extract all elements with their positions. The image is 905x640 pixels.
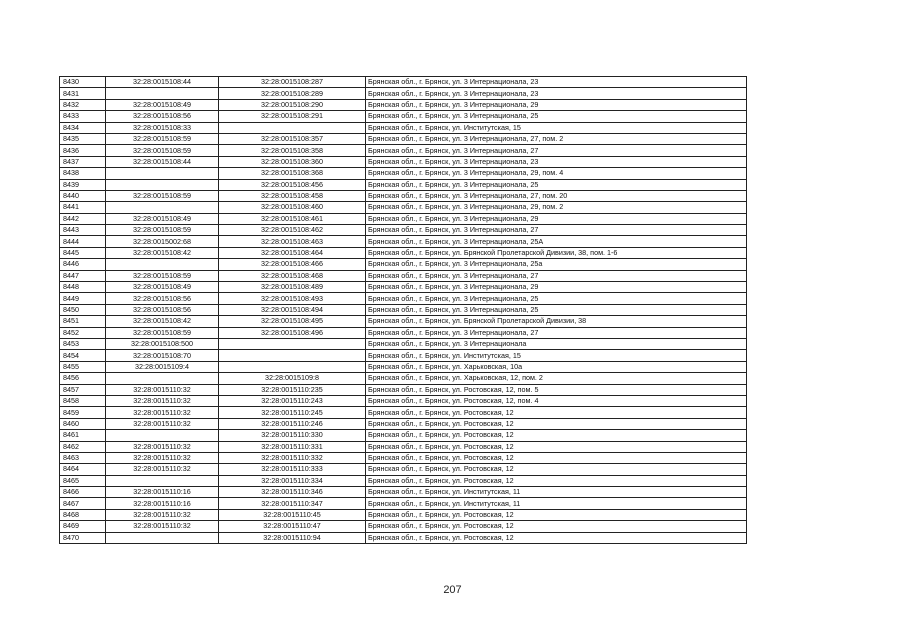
row-number-cell: 8445 bbox=[60, 247, 106, 258]
cadastral-number-cell: 32:28:0015108:462 bbox=[219, 225, 366, 236]
row-number-cell: 8461 bbox=[60, 430, 106, 441]
row-number-cell: 8448 bbox=[60, 282, 106, 293]
address-cell: Брянская обл., г. Брянск, ул. 3 Интернационала, 25 bbox=[366, 111, 747, 122]
table-row bbox=[60, 509, 747, 520]
address-cell: Брянская обл., г. Брянск, ул. 3 Интернационала, 25а bbox=[366, 259, 747, 270]
row-number-cell: 8433 bbox=[60, 111, 106, 122]
cadastral-number-cell: 32:28:0015108:290 bbox=[219, 99, 366, 110]
row-number-cell: 8444 bbox=[60, 236, 106, 247]
address-cell: Брянская обл., г. Брянск, ул. 3 Интернационала, 29 bbox=[366, 282, 747, 293]
address-cell: Брянская обл., г. Брянск, ул. 3 Интернационала bbox=[366, 338, 747, 349]
cadastral-number-cell: 32:28:0015108:458 bbox=[219, 190, 366, 201]
address-cell: Брянская обл., г. Брянск, ул. Харьковская, 12, пом. 2 bbox=[366, 373, 747, 384]
cadastral-number-cell: 32:28:0015108:289 bbox=[219, 88, 366, 99]
parent-cadastral-number-cell: 32:28:0015002:68 bbox=[106, 236, 219, 247]
table-row bbox=[60, 498, 747, 509]
parent-cadastral-number-cell: 32:28:0015108:56 bbox=[106, 293, 219, 304]
table-row bbox=[60, 190, 747, 201]
cadastral-number-cell: 32:28:0015108:291 bbox=[219, 111, 366, 122]
row-number-cell: 8438 bbox=[60, 168, 106, 179]
parent-cadastral-number-cell: 32:28:0015108:49 bbox=[106, 213, 219, 224]
parent-cadastral-number-cell: 32:28:0015108:49 bbox=[106, 282, 219, 293]
parent-cadastral-number-cell: 32:28:0015108:500 bbox=[106, 338, 219, 349]
row-number-cell: 8468 bbox=[60, 509, 106, 520]
registry-table-body bbox=[60, 77, 747, 544]
table-row bbox=[60, 122, 747, 133]
row-number-cell: 8439 bbox=[60, 179, 106, 190]
parent-cadastral-number-cell bbox=[106, 475, 219, 486]
parent-cadastral-number-cell: 32:28:0015108:49 bbox=[106, 99, 219, 110]
row-number-cell: 8458 bbox=[60, 395, 106, 406]
table-row bbox=[60, 145, 747, 156]
address-cell: Брянская обл., г. Брянск, ул. Харьковская, 10а bbox=[366, 361, 747, 372]
address-cell: Брянская обл., г. Брянск, ул. 3 Интернационала, 27 bbox=[366, 145, 747, 156]
row-number-cell: 8446 bbox=[60, 259, 106, 270]
row-number-cell: 8447 bbox=[60, 270, 106, 281]
row-number-cell: 8464 bbox=[60, 464, 106, 475]
address-cell: Брянская обл., г. Брянск, ул. Брянской Пролетарской Дивизии, 38, пом. 1-6 bbox=[366, 247, 747, 258]
address-cell: Брянская обл., г. Брянск, ул. 3 Интернационала, 27 bbox=[366, 270, 747, 281]
address-cell: Брянская обл., г. Брянск, ул. Институтская, 15 bbox=[366, 350, 747, 361]
cadastral-number-cell: 32:28:0015108:495 bbox=[219, 316, 366, 327]
parent-cadastral-number-cell: 32:28:0015110:16 bbox=[106, 498, 219, 509]
table-row bbox=[60, 452, 747, 463]
address-cell: Брянская обл., г. Брянск, ул. Ростовская, 12 bbox=[366, 452, 747, 463]
parent-cadastral-number-cell: 32:28:0015108:56 bbox=[106, 111, 219, 122]
address-cell: Брянская обл., г. Брянск, ул. Ростовская, 12, пом. 4 bbox=[366, 395, 747, 406]
address-cell: Брянская обл., г. Брянск, ул. Брянской Пролетарской Дивизии, 38 bbox=[366, 316, 747, 327]
table-row bbox=[60, 384, 747, 395]
row-number-cell: 8430 bbox=[60, 77, 106, 88]
cadastral-number-cell: 32:28:0015108:460 bbox=[219, 202, 366, 213]
table-row bbox=[60, 361, 747, 372]
table-row bbox=[60, 338, 747, 349]
parent-cadastral-number-cell bbox=[106, 373, 219, 384]
cadastral-number-cell: 32:28:0015110:333 bbox=[219, 464, 366, 475]
table-row bbox=[60, 236, 747, 247]
table-row bbox=[60, 179, 747, 190]
cadastral-number-cell: 32:28:0015108:496 bbox=[219, 327, 366, 338]
address-cell: Брянская обл., г. Брянск, ул. Ростовская, 12 bbox=[366, 521, 747, 532]
table-row bbox=[60, 270, 747, 281]
row-number-cell: 8432 bbox=[60, 99, 106, 110]
table-row bbox=[60, 316, 747, 327]
cadastral-number-cell: 32:28:0015109:8 bbox=[219, 373, 366, 384]
cadastral-number-cell: 32:28:0015110:332 bbox=[219, 452, 366, 463]
parent-cadastral-number-cell: 32:28:0015108:44 bbox=[106, 77, 219, 88]
parent-cadastral-number-cell bbox=[106, 202, 219, 213]
cadastral-number-cell: 32:28:0015110:347 bbox=[219, 498, 366, 509]
table-row bbox=[60, 532, 747, 543]
table-row bbox=[60, 407, 747, 418]
address-cell: Брянская обл., г. Брянск, ул. 3 Интернационала, 27, пом. 2 bbox=[366, 133, 747, 144]
cadastral-number-cell: 32:28:0015110:334 bbox=[219, 475, 366, 486]
address-cell: Брянская обл., г. Брянск, ул. Ростовская, 12 bbox=[366, 441, 747, 452]
cadastral-number-cell: 32:28:0015108:461 bbox=[219, 213, 366, 224]
row-number-cell: 8443 bbox=[60, 225, 106, 236]
address-cell: Брянская обл., г. Брянск, ул. Ростовская, 12 bbox=[366, 430, 747, 441]
row-number-cell: 8455 bbox=[60, 361, 106, 372]
table-row bbox=[60, 99, 747, 110]
parent-cadastral-number-cell bbox=[106, 259, 219, 270]
cadastral-number-cell: 32:28:0015108:466 bbox=[219, 259, 366, 270]
table-row bbox=[60, 259, 747, 270]
address-cell: Брянская обл., г. Брянск, ул. 3 Интернационала, 23 bbox=[366, 88, 747, 99]
address-cell: Брянская обл., г. Брянск, ул. 3 Интернационала, 29 bbox=[366, 99, 747, 110]
row-number-cell: 8431 bbox=[60, 88, 106, 99]
cadastral-number-cell: 32:28:0015108:360 bbox=[219, 156, 366, 167]
cadastral-number-cell: 32:28:0015110:245 bbox=[219, 407, 366, 418]
row-number-cell: 8467 bbox=[60, 498, 106, 509]
parent-cadastral-number-cell: 32:28:0015110:32 bbox=[106, 509, 219, 520]
parent-cadastral-number-cell: 32:28:0015108:33 bbox=[106, 122, 219, 133]
parent-cadastral-number-cell: 32:28:0015110:32 bbox=[106, 418, 219, 429]
cadastral-number-cell: 32:28:0015108:464 bbox=[219, 247, 366, 258]
cadastral-number-cell: 32:28:0015110:331 bbox=[219, 441, 366, 452]
address-cell: Брянская обл., г. Брянск, ул. Ростовская, 12 bbox=[366, 418, 747, 429]
parent-cadastral-number-cell: 32:28:0015110:32 bbox=[106, 464, 219, 475]
cadastral-number-cell: 32:28:0015110:346 bbox=[219, 487, 366, 498]
table-row bbox=[60, 487, 747, 498]
address-cell: Брянская обл., г. Брянск, ул. Ростовская, 12 bbox=[366, 407, 747, 418]
address-cell: Брянская обл., г. Брянск, ул. 3 Интернационала, 29, пом. 2 bbox=[366, 202, 747, 213]
table-row bbox=[60, 168, 747, 179]
row-number-cell: 8454 bbox=[60, 350, 106, 361]
table-row bbox=[60, 475, 747, 486]
parent-cadastral-number-cell: 32:28:0015108:59 bbox=[106, 145, 219, 156]
cadastral-number-cell bbox=[219, 122, 366, 133]
table-row bbox=[60, 441, 747, 452]
parent-cadastral-number-cell: 32:28:0015109:4 bbox=[106, 361, 219, 372]
row-number-cell: 8470 bbox=[60, 532, 106, 543]
row-number-cell: 8437 bbox=[60, 156, 106, 167]
table-row bbox=[60, 521, 747, 532]
row-number-cell: 8460 bbox=[60, 418, 106, 429]
parent-cadastral-number-cell: 32:28:0015108:44 bbox=[106, 156, 219, 167]
parent-cadastral-number-cell: 32:28:0015108:59 bbox=[106, 270, 219, 281]
table-row bbox=[60, 418, 747, 429]
cadastral-number-cell bbox=[219, 361, 366, 372]
page-number: 207 bbox=[443, 584, 462, 596]
table-row bbox=[60, 77, 747, 88]
cadastral-number-cell: 32:28:0015110:243 bbox=[219, 395, 366, 406]
row-number-cell: 8452 bbox=[60, 327, 106, 338]
table-row bbox=[60, 327, 747, 338]
row-number-cell: 8434 bbox=[60, 122, 106, 133]
cadastral-number-cell: 32:28:0015108:463 bbox=[219, 236, 366, 247]
row-number-cell: 8449 bbox=[60, 293, 106, 304]
cadastral-number-cell: 32:28:0015110:246 bbox=[219, 418, 366, 429]
row-number-cell: 8463 bbox=[60, 452, 106, 463]
registry-table bbox=[59, 76, 747, 544]
parent-cadastral-number-cell: 32:28:0015110:32 bbox=[106, 384, 219, 395]
address-cell: Брянская обл., г. Брянск, ул. Институтская, 11 bbox=[366, 487, 747, 498]
cadastral-number-cell: 32:28:0015108:493 bbox=[219, 293, 366, 304]
parent-cadastral-number-cell: 32:28:0015108:59 bbox=[106, 133, 219, 144]
address-cell: Брянская обл., г. Брянск, ул. 3 Интернационала, 23 bbox=[366, 156, 747, 167]
parent-cadastral-number-cell: 32:28:0015108:59 bbox=[106, 327, 219, 338]
row-number-cell: 8451 bbox=[60, 316, 106, 327]
table-row bbox=[60, 111, 747, 122]
address-cell: Брянская обл., г. Брянск, ул. Институтская, 11 bbox=[366, 498, 747, 509]
address-cell: Брянская обл., г. Брянск, ул. 3 Интернационала, 25А bbox=[366, 236, 747, 247]
parent-cadastral-number-cell bbox=[106, 179, 219, 190]
cadastral-number-cell: 32:28:0015108:456 bbox=[219, 179, 366, 190]
row-number-cell: 8469 bbox=[60, 521, 106, 532]
row-number-cell: 8436 bbox=[60, 145, 106, 156]
cadastral-number-cell: 32:28:0015110:47 bbox=[219, 521, 366, 532]
row-number-cell: 8462 bbox=[60, 441, 106, 452]
parent-cadastral-number-cell bbox=[106, 168, 219, 179]
table-row bbox=[60, 247, 747, 258]
parent-cadastral-number-cell: 32:28:0015110:32 bbox=[106, 395, 219, 406]
row-number-cell: 8465 bbox=[60, 475, 106, 486]
address-cell: Брянская обл., г. Брянск, ул. 3 Интернационала, 25 bbox=[366, 293, 747, 304]
row-number-cell: 8440 bbox=[60, 190, 106, 201]
parent-cadastral-number-cell: 32:28:0015108:59 bbox=[106, 225, 219, 236]
table-row bbox=[60, 304, 747, 315]
address-cell: Брянская обл., г. Брянск, ул. 3 Интернационала, 29, пом. 4 bbox=[366, 168, 747, 179]
address-cell: Брянская обл., г. Брянск, ул. 3 Интернационала, 23 bbox=[366, 77, 747, 88]
address-cell: Брянская обл., г. Брянск, ул. Институтская, 15 bbox=[366, 122, 747, 133]
parent-cadastral-number-cell: 32:28:0015108:59 bbox=[106, 190, 219, 201]
table-row bbox=[60, 202, 747, 213]
table-row bbox=[60, 395, 747, 406]
parent-cadastral-number-cell: 32:28:0015108:42 bbox=[106, 316, 219, 327]
parent-cadastral-number-cell: 32:28:0015110:16 bbox=[106, 487, 219, 498]
parent-cadastral-number-cell: 32:28:0015110:32 bbox=[106, 452, 219, 463]
cadastral-number-cell: 32:28:0015108:494 bbox=[219, 304, 366, 315]
row-number-cell: 8466 bbox=[60, 487, 106, 498]
table-row bbox=[60, 213, 747, 224]
table-row bbox=[60, 350, 747, 361]
address-cell: Брянская обл., г. Брянск, ул. 3 Интернационала, 25 bbox=[366, 304, 747, 315]
table-row bbox=[60, 464, 747, 475]
parent-cadastral-number-cell bbox=[106, 430, 219, 441]
row-number-cell: 8457 bbox=[60, 384, 106, 395]
cadastral-number-cell: 32:28:0015108:287 bbox=[219, 77, 366, 88]
parent-cadastral-number-cell: 32:28:0015108:70 bbox=[106, 350, 219, 361]
cadastral-number-cell: 32:28:0015108:468 bbox=[219, 270, 366, 281]
address-cell: Брянская обл., г. Брянск, ул. Ростовская, 12 bbox=[366, 475, 747, 486]
parent-cadastral-number-cell: 32:28:0015108:56 bbox=[106, 304, 219, 315]
parent-cadastral-number-cell bbox=[106, 88, 219, 99]
row-number-cell: 8456 bbox=[60, 373, 106, 384]
cadastral-number-cell: 32:28:0015108:357 bbox=[219, 133, 366, 144]
table-row bbox=[60, 156, 747, 167]
row-number-cell: 8453 bbox=[60, 338, 106, 349]
parent-cadastral-number-cell: 32:28:0015110:32 bbox=[106, 407, 219, 418]
parent-cadastral-number-cell: 32:28:0015110:32 bbox=[106, 441, 219, 452]
row-number-cell: 8459 bbox=[60, 407, 106, 418]
table-row bbox=[60, 282, 747, 293]
address-cell: Брянская обл., г. Брянск, ул. 3 Интернационала, 25 bbox=[366, 179, 747, 190]
cadastral-number-cell: 32:28:0015108:489 bbox=[219, 282, 366, 293]
parent-cadastral-number-cell: 32:28:0015108:42 bbox=[106, 247, 219, 258]
cadastral-number-cell: 32:28:0015110:330 bbox=[219, 430, 366, 441]
row-number-cell: 8450 bbox=[60, 304, 106, 315]
address-cell: Брянская обл., г. Брянск, ул. 3 Интернационала, 29 bbox=[366, 213, 747, 224]
row-number-cell: 8435 bbox=[60, 133, 106, 144]
address-cell: Брянская обл., г. Брянск, ул. Ростовская, 12 bbox=[366, 509, 747, 520]
address-cell: Брянская обл., г. Брянск, ул. 3 Интернационала, 27 bbox=[366, 327, 747, 338]
parent-cadastral-number-cell: 32:28:0015110:32 bbox=[106, 521, 219, 532]
cadastral-number-cell: 32:28:0015110:94 bbox=[219, 532, 366, 543]
address-cell: Брянская обл., г. Брянск, ул. Ростовская, 12, пом. 5 bbox=[366, 384, 747, 395]
cadastral-number-cell: 32:28:0015108:368 bbox=[219, 168, 366, 179]
cadastral-number-cell: 32:28:0015108:358 bbox=[219, 145, 366, 156]
cadastral-number-cell bbox=[219, 350, 366, 361]
address-cell: Брянская обл., г. Брянск, ул. Ростовская, 12 bbox=[366, 464, 747, 475]
address-cell: Брянская обл., г. Брянск, ул. 3 Интернационала, 27, пом. 20 bbox=[366, 190, 747, 201]
table-row bbox=[60, 430, 747, 441]
address-cell: Брянская обл., г. Брянск, ул. Ростовская, 12 bbox=[366, 532, 747, 543]
cadastral-number-cell bbox=[219, 338, 366, 349]
address-cell: Брянская обл., г. Брянск, ул. 3 Интернационала, 27 bbox=[366, 225, 747, 236]
row-number-cell: 8442 bbox=[60, 213, 106, 224]
table-row bbox=[60, 293, 747, 304]
cadastral-number-cell: 32:28:0015110:235 bbox=[219, 384, 366, 395]
row-number-cell: 8441 bbox=[60, 202, 106, 213]
table-row bbox=[60, 133, 747, 144]
cadastral-number-cell: 32:28:0015110:45 bbox=[219, 509, 366, 520]
table-row bbox=[60, 88, 747, 99]
table-row bbox=[60, 373, 747, 384]
table-row bbox=[60, 225, 747, 236]
parent-cadastral-number-cell bbox=[106, 532, 219, 543]
